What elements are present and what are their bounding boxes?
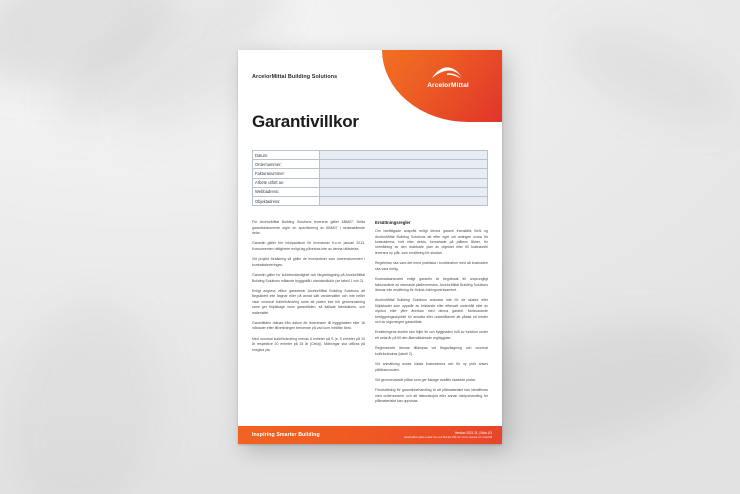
arcelormittal-logo (408, 66, 488, 89)
paragraph: Garantin gäller förr inköpsdatum för leveranser fr.o.m. januari 2013. Konsumenten rättigheter enligt lag påverkas inte av denna utfästelse. (252, 241, 365, 251)
paragraph: Enligt angivna villkor garanterar ArcelorMittal Building Solutions att färgskiktet inte flagnar eller på annat sätt vandersätter och inte heller visar onormal kulörförändring samt att platen inte blir genomrostning samt ger följdskage inom garantitiden, så kallade fabrikations- och materialfel. (252, 288, 365, 315)
paragraph: Reglerarbete lämnar tillämpas vid färgavflagning och onormal kulörforändras (tabell 2). (375, 346, 488, 356)
page-title: Garantivillkor (252, 112, 359, 131)
paragraph: Garantin gäller for kulörbeständighet och färgavflagning på ArcelorMittal Building Solutions målande byggpalåt i standardkulör (se tabell 1 och 2). (252, 273, 365, 283)
field-input-work-by[interactable] (320, 178, 488, 187)
paragraph: Kostnadsansvaret enligt garantin är begränsat till ursprungligt fakturavärde av närmaste platlevererans. ArcelorMittal Building Solutions lämnar inte ersättning för förlust-/näringsverksamhet. (375, 277, 488, 292)
brand-line: ArcelorMittal Building Solutions (252, 74, 338, 80)
paragraph: Med onormal kulörförändring menas 6 enheter på S (e. δ enheter på 10 år respektive 20 enheter på 15 år (Ciela)). Mätningar ska utföras på ensgiva yta. (252, 336, 365, 352)
paragraph: Vid genomrostade plåtar som ger åskage avsåtts skadade platar. (375, 377, 476, 382)
left-column (252, 220, 365, 410)
document-footer (238, 426, 502, 444)
field-label: Fakturanummer: (253, 169, 320, 178)
background-shadow (0, 289, 178, 494)
paragraph: För ArcelorMittal Building Solutions levererar gäller ABM07. Detta garantidokumente utgör en specificering av ABM07 i nedanstående delar. (252, 220, 365, 235)
paragraph: Ersättningens storlek kan följer till och byggnaden fullt av funktion under ett antal år på till den åtarndläderade regläggdan. (375, 330, 488, 340)
field-input-invoice-number[interactable] (320, 169, 488, 178)
right-column (375, 220, 488, 410)
background-shadow (0, 0, 193, 110)
details-form-body (253, 151, 488, 206)
footer-version: Version 2021-11 | Sida 1/3 (454, 431, 492, 436)
section-heading: Ersättningsregler (375, 220, 411, 226)
field-label: Datum: (253, 151, 320, 160)
field-label: Ordernummer: (253, 160, 320, 169)
field-label: Webbadress: (253, 187, 320, 196)
table-row (253, 151, 488, 160)
details-form-table (252, 150, 488, 206)
document-header (238, 50, 502, 98)
document-page (238, 50, 502, 444)
footer-meta (404, 431, 492, 439)
table-row (253, 187, 488, 196)
table-row (253, 169, 488, 178)
field-label: Arbete utfört av: (253, 178, 320, 187)
field-input-object-address[interactable] (320, 196, 488, 205)
footer-tagline: Inspiring Smarter Building (252, 432, 320, 438)
paragraph: Garantitiden räknas från datum för leveransen till byggplatsen eller 16 månader efter tillverkningen beroende på vad som inträffar först. (252, 321, 365, 331)
field-input-order-number[interactable] (320, 160, 488, 169)
logo-mark-icon (408, 66, 488, 80)
footer-note: Garantivillkor gäller endast hus med Brandsc Plåt och vid av material och underhåll (404, 435, 492, 439)
field-label: Objektadress: (253, 196, 320, 205)
paragraph: Vid anmällning avses lokala kostnaderna och för ny yrdir anses påtlänsmosden. (375, 362, 488, 372)
body-columns (252, 220, 488, 410)
field-input-date[interactable] (320, 151, 488, 160)
paragraph: Om berättigade anspråk enligt denna garanti framställs föröl og ArcelorMittal Building Solutions att efter eget val antingen svara för kostnaderna, helt eller delvis, bemanade på plåtens åldrer, för ommålning av den drabbade ytan av objektet eller till kostnadsfri leverans ny plåt, som ersättning för skadan. (375, 229, 488, 255)
paragraph: Förutsättning för garantinbehandling är att plåtmaterialet kan identifieras med ordernummer och att fakturakopia eller annan inköpshandling för plåtmaterialet kan uppvisas. (375, 388, 488, 404)
paragraph: ArcelorMittal Building Solutions ansvarar inte för de skador eller följdskader som uppstår av bristande eller eftersatt underhåll eller av olyckor eller yttre åverkan med denna garanti. Motsvarande beräggningsskyddet för ansatta eller underlåtande att påtala ett brister och av utgivningen garantitida. (375, 298, 488, 325)
table-row (253, 160, 488, 169)
table-row (253, 196, 488, 205)
table-row (253, 178, 488, 187)
background-shadow (553, 9, 740, 141)
paragraph: Vid projekt försäkring så gäller de leverantörer som överenskommen i kontraktsleveringen. (252, 257, 365, 267)
logo-wordmark: ArcelorMittal (427, 82, 469, 89)
field-input-web-address[interactable] (320, 187, 488, 196)
paragraph: Regelerlan ska vara det mest praktiska i kombination med att kostnaden ska vara rimlig. (375, 261, 488, 271)
